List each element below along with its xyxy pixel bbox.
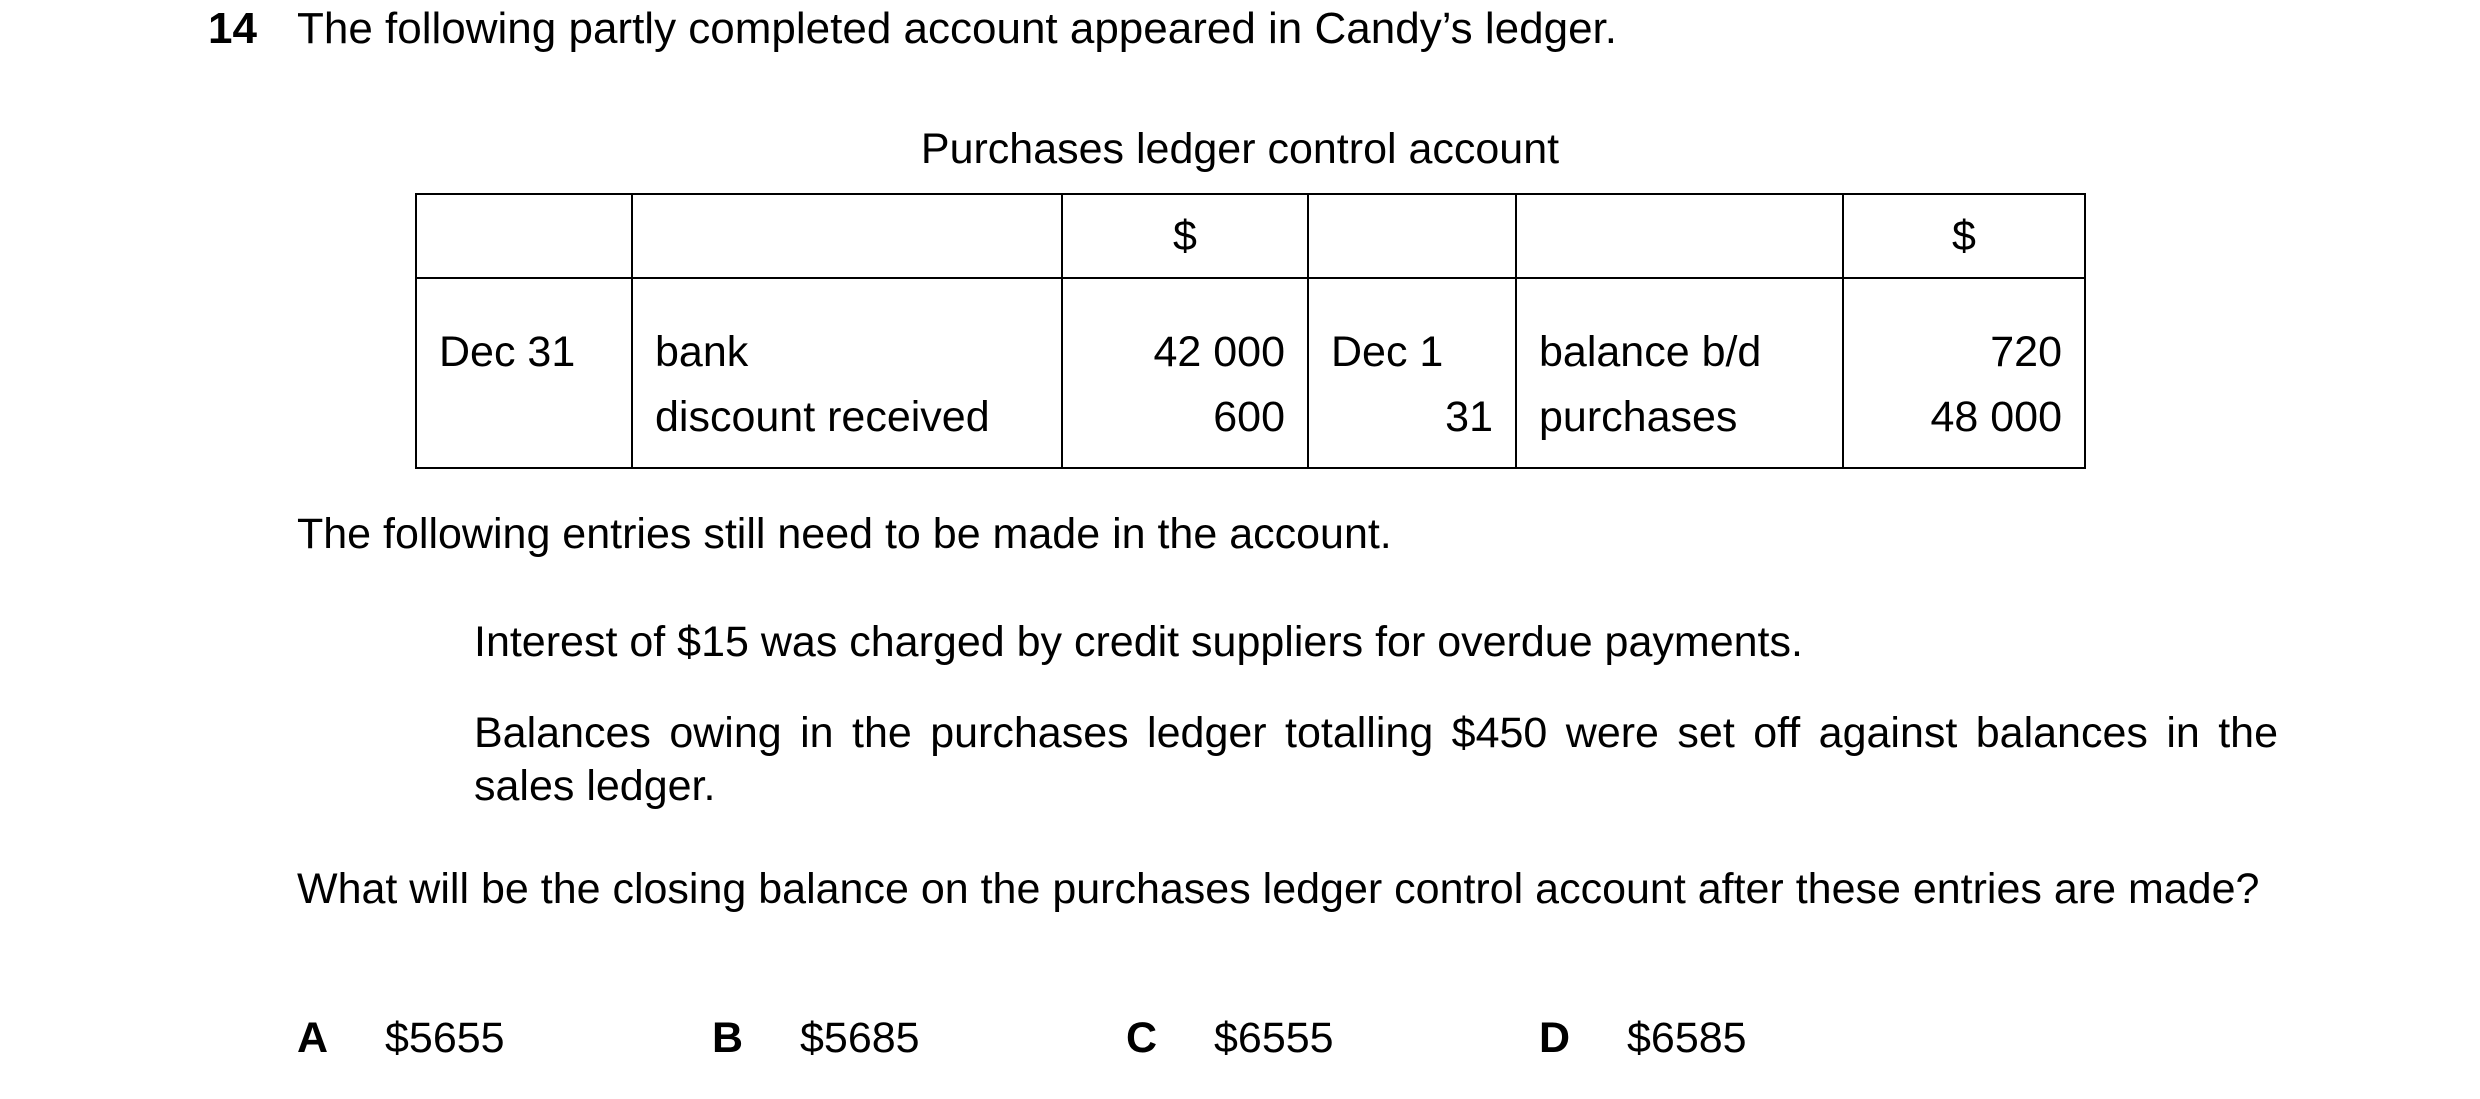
ledger-account-table (415, 193, 2086, 469)
option-value: $6555 (1214, 1014, 1334, 1062)
header-dr-detail (632, 194, 1062, 278)
dr-date: Dec 31 (416, 278, 632, 389)
option-letter: D (1539, 1014, 1571, 1062)
option-letter: B (712, 1014, 744, 1062)
header-dr-date (416, 194, 632, 278)
question-number: 14 (208, 4, 257, 53)
option-letter: A (297, 1014, 329, 1062)
option-value: $6585 (1627, 1014, 1747, 1062)
option-value: $5655 (385, 1014, 505, 1062)
question-stem: The following partly completed account appeared in Candy’s ledger. (297, 4, 1617, 53)
header-cr-date (1308, 194, 1516, 278)
account-title: Purchases ledger control account (920, 125, 1560, 173)
table-row (416, 389, 2085, 468)
question-prompt: What will be the closing balance on the purchases ledger control account after these entries are made? (297, 865, 2260, 913)
cr-detail: balance b/d (1516, 278, 1843, 389)
header-cr-detail (1516, 194, 1843, 278)
header-cr-currency: $ (1843, 194, 2085, 278)
intro-text: The following entries still need to be made in the account. (297, 510, 1392, 558)
option-letter: C (1126, 1014, 1158, 1062)
cr-detail: purchases (1516, 389, 1843, 468)
cr-date: Dec 1 (1308, 278, 1516, 389)
header-dr-currency: $ (1062, 194, 1308, 278)
cr-amount: 48 000 (1843, 389, 2085, 468)
entry-set-off: Balances owing in the purchases ledger totalling $450 were set off against balances in the sales ledger. (474, 709, 2278, 810)
table-row (416, 278, 2085, 389)
dr-amount: 600 (1062, 389, 1308, 468)
option-value: $5685 (800, 1014, 920, 1062)
cr-date: 31 (1308, 389, 1516, 468)
dr-amount: 42 000 (1062, 278, 1308, 389)
cr-amount: 720 (1843, 278, 2085, 389)
dr-detail: discount received (632, 389, 1062, 468)
dr-date (416, 389, 632, 468)
entry-interest: Interest of $15 was charged by credit suppliers for overdue payments. (474, 618, 1803, 666)
table-header-row (416, 194, 2085, 278)
dr-detail: bank (632, 278, 1062, 389)
